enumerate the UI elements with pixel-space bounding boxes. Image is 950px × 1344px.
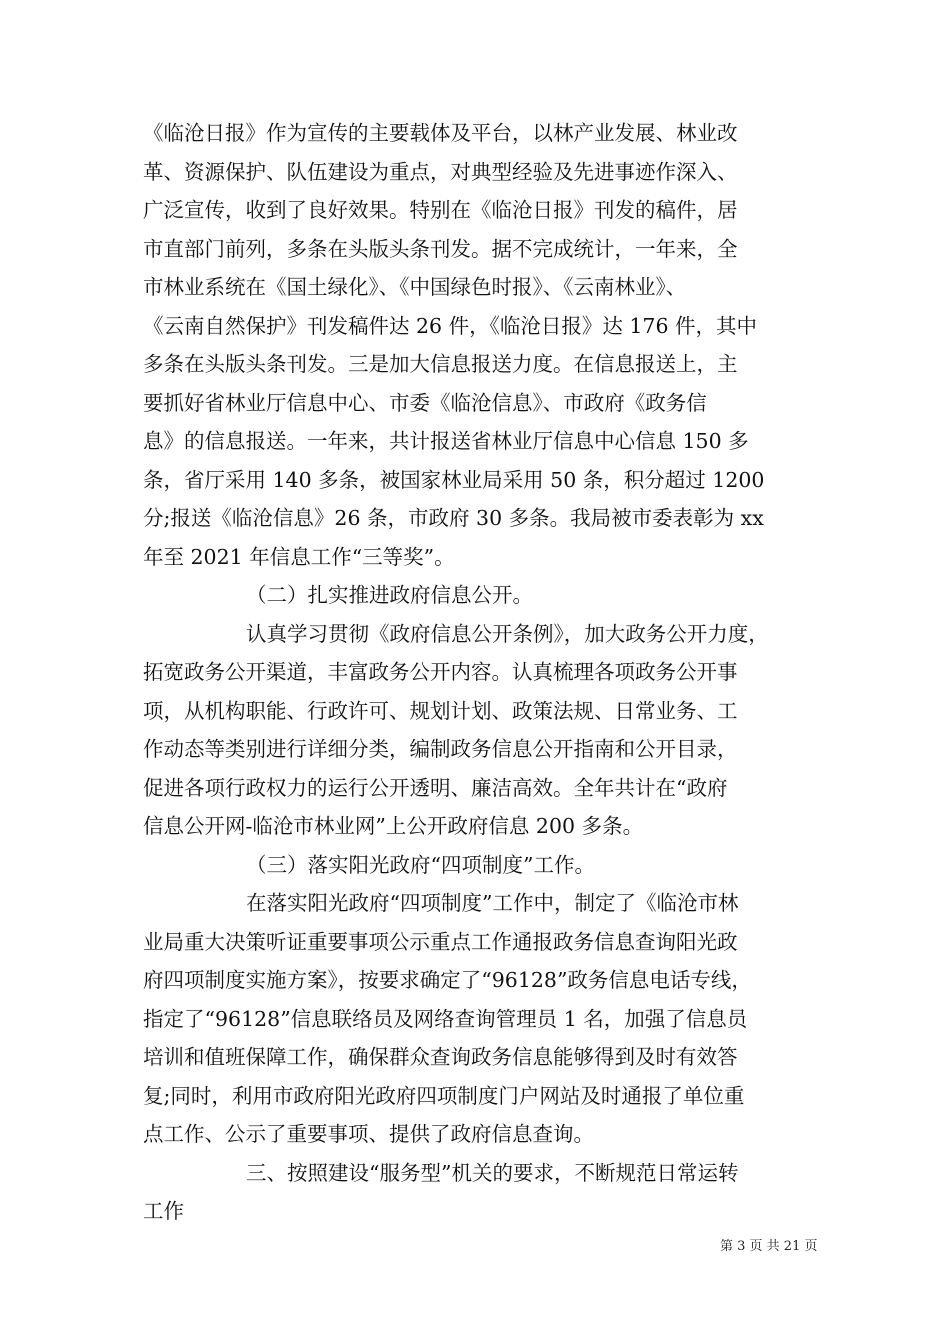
text-line: [0, 421, 950, 461]
text-line: [0, 999, 950, 1039]
text-line: [0, 152, 950, 192]
text-line: [0, 1037, 950, 1077]
text-line-content: 指定了“96128”信息联络员及网络查询管理员 1 名，加强了信息员: [143, 1007, 748, 1031]
text-line: [0, 768, 950, 808]
text-line: [0, 691, 950, 731]
text-line: [0, 614, 950, 654]
text-line: [0, 883, 950, 923]
section-heading: [0, 575, 950, 615]
text-line: [0, 229, 950, 269]
text-line: [0, 383, 950, 423]
text-line-content: 多条在头版头条刊发。三是加大信息报送力度。在信息报送上，主: [143, 352, 738, 376]
text-line: [0, 806, 950, 846]
text-line: [0, 498, 950, 538]
text-line-content: 市直部门前列，多条在头版头条刊发。据不完成统计，一年来，全: [143, 237, 738, 261]
text-line-content: 年至 2021 年信息工作“三等奖”。: [143, 545, 455, 569]
text-line-content: 革、资源保护、队伍建设为重点，对典型经验及先进事迹作深入、: [143, 160, 738, 184]
page-number-footer: 第 3 页 共 21 页: [720, 1239, 818, 1254]
section-heading: [0, 845, 950, 885]
text-line: [0, 537, 950, 577]
text-line: [0, 729, 950, 769]
text-line-content: 市林业系统在《国土绿化》、《中国绿色时报》、《云南林业》、: [143, 275, 687, 299]
text-line-content: 复;同时，利用市政府阳光政府四项制度门户网站及时通报了单位重: [143, 1084, 745, 1108]
text-line: [0, 652, 950, 692]
text-line: [0, 1191, 950, 1231]
text-line-content: （三）落实阳光政府“四项制度”工作。: [246, 853, 595, 877]
text-line-content: 点工作、公示了重要事项、提供了政府信息查询。: [143, 1122, 594, 1146]
text-line-content: 工作: [143, 1199, 184, 1223]
text-line-content: 府四项制度实施方案》，按要求确定了“96128”政务信息电话专线，: [143, 968, 752, 992]
text-line-content: 拓宽政务公开渠道，丰富政务公开内容。认真梳理各项政务公开事: [143, 660, 738, 684]
text-line: [0, 306, 950, 346]
text-line-content: 培训和值班保障工作，确保群众查询政务信息能够得到及时有效答: [143, 1045, 738, 1069]
text-line: [0, 190, 950, 230]
text-line-content: 认真学习贯彻《政府信息公开条例》，加大政务公开力度，: [246, 622, 769, 646]
text-line-content: 息》的信息报送。一年来，共计报送省林业厅信息中心信息 150 多: [143, 429, 749, 453]
text-line-content: 《云南自然保护》刊发稿件达 26 件，《临沧日报》达 176 件，其中: [143, 314, 758, 338]
text-line-content: 分;报送《临沧信息》26 条，市政府 30 多条。我局被市委表彰为 xx: [143, 506, 764, 530]
text-line-content: 广泛宣传，收到了良好效果。特别在《临沧日报》刊发的稿件，居: [143, 198, 738, 222]
text-line: [0, 460, 950, 500]
text-line-content: 项，从机构职能、行政许可、规划计划、政策法规、日常业务、工: [143, 699, 738, 723]
text-line: [0, 1076, 950, 1116]
section-heading: [0, 1153, 950, 1193]
text-line: [0, 960, 950, 1000]
text-line: [0, 1114, 950, 1154]
text-line-content: 三、按照建设“服务型”机关的要求，不断规范日常运转: [246, 1161, 739, 1185]
text-line-content: 作动态等类别进行详细分类，编制政务信息公开指南和公开目录，: [143, 737, 738, 761]
text-line-content: 《临沧日报》作为宣传的主要载体及平台，以林产业发展、林业改: [143, 121, 738, 145]
text-line-content: 促进各项行政权力的运行公开透明、廉洁高效。全年共计在“政府: [143, 776, 728, 800]
text-line-content: 信息公开网-临沧市林业网”上公开政府信息 200 多条。: [143, 814, 644, 838]
text-line-content: 业局重大决策听证重要事项公示重点工作通报政务信息查询阳光政: [143, 930, 738, 954]
text-line-content: 条，省厅采用 140 多条，被国家林业局采用 50 条，积分超过 1200: [143, 468, 765, 492]
text-line: [0, 344, 950, 384]
text-line-content: （二）扎实推进政府信息公开。: [246, 583, 533, 607]
text-line: [0, 267, 950, 307]
text-line-content: 在落实阳光政府“四项制度”工作中，制定了《临沧市林: [246, 891, 739, 915]
text-line-content: 要抓好省林业厅信息中心、市委《临沧信息》、市政府《政务信: [143, 391, 707, 415]
text-line: [0, 113, 950, 153]
text-line: [0, 922, 950, 962]
